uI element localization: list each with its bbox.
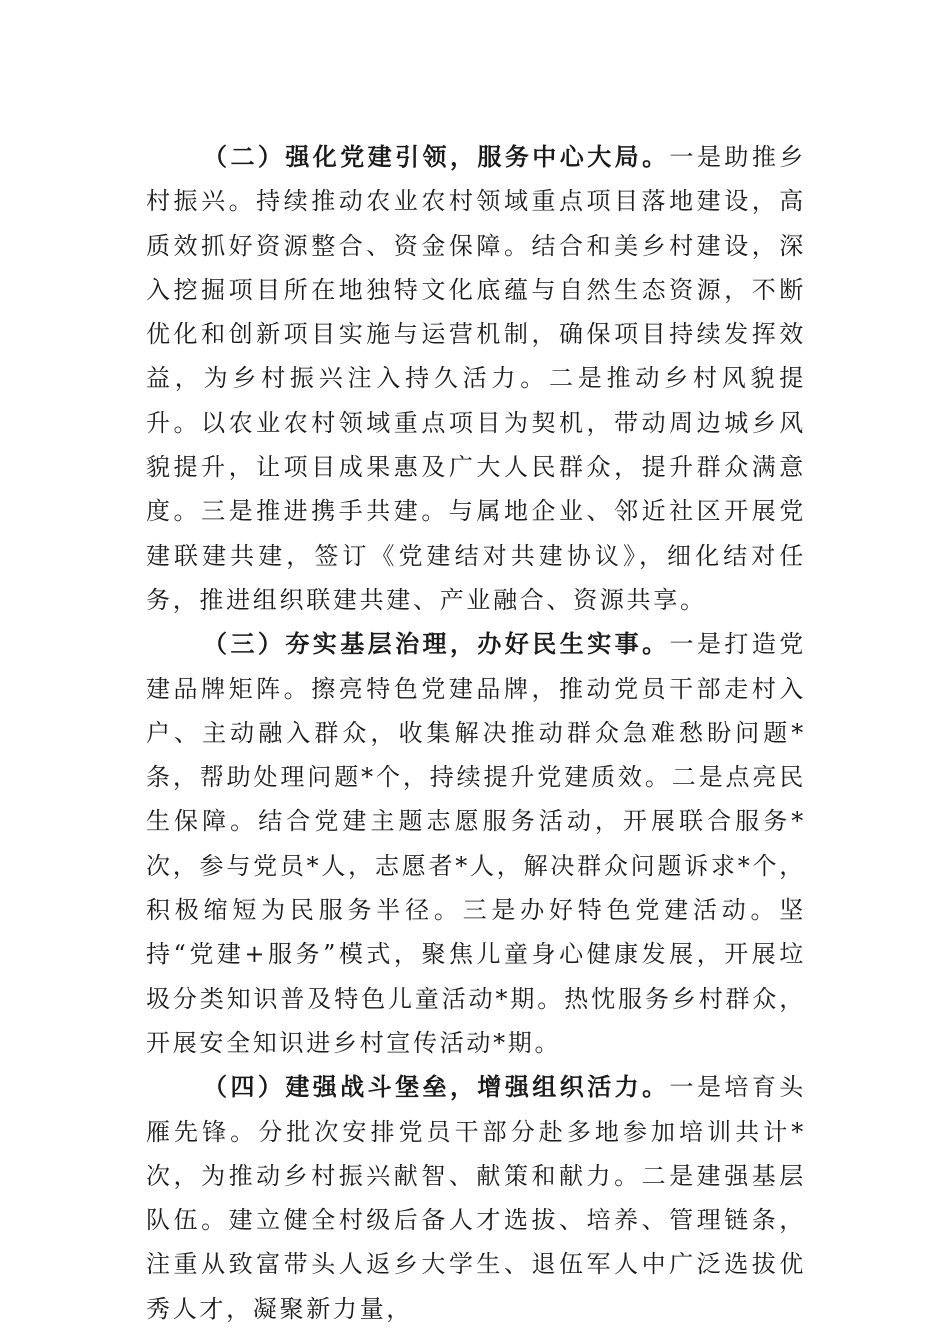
paragraph-text: 一是培育头雁先锋。分批次安排党员干部分赴多地参加培训共计*次，为推动乡村振兴献智、献策和献力。二是建强基层队伍。建立健全村级后备人才选拔、培养、管理链条，注重从致富带头人返乡大学生、退伍军人中广泛选拔优秀人才，凝聚新力量，	[146, 1073, 807, 1323]
section-heading: （三）夯实基层治理，办好民生实事。	[203, 629, 670, 659]
section-heading: （四）建强战斗堡垒，增强组织活力。	[203, 1072, 670, 1102]
document-body	[146, 135, 806, 1331]
section-heading: （二）强化党建引领，服务中心大局。	[203, 142, 670, 171]
paragraph-section-2	[146, 135, 806, 622]
paragraph-text: 一是助推乡村振兴。持续推动农业农村领域重点项目落地建设，高质效抓好资源整合、资金保障。结合和美乡村建设，深入挖掘项目所在地独特文化底蕴与自然生态资源，不断优化和创新项目实施与运营机制，确保项目持续发挥效益，为乡村振兴注入持久活力。二是推动乡村风貌提升。以农业农村领域重点项目为契机，带动周边城乡风貌提升，让项目成果惠及广大人民群众，提升群众满意度。三是推进携手共建。与属地企业、邻近社区开展党建联建共建，签订《党建结对共建协议》，细化结对任务，推进组织联建共建、产业融合、资源共享。	[146, 143, 807, 614]
paragraph-section-3	[146, 622, 806, 1065]
paragraph-text: 一是打造党建品牌矩阵。擦亮特色党建品牌，推动党员干部走村入户、主动融入群众，收集解决推动群众急难愁盼问题*条，帮助处理问题*个，持续提升党建质效。二是点亮民生保障。结合党建主题志愿服务活动，开展联合服务*次，参与党员*人，志愿者*人，解决群众问题诉求*个，积极缩短为民服务半径。三是办好特色党建活动。坚持“党建+服务”模式，聚焦儿童身心健康发展，开展垃圾分类知识普及特色儿童活动*期。热忱服务乡村群众，开展安全知识进乡村宣传活动*期。	[146, 630, 807, 1057]
paragraph-section-4	[146, 1065, 806, 1331]
